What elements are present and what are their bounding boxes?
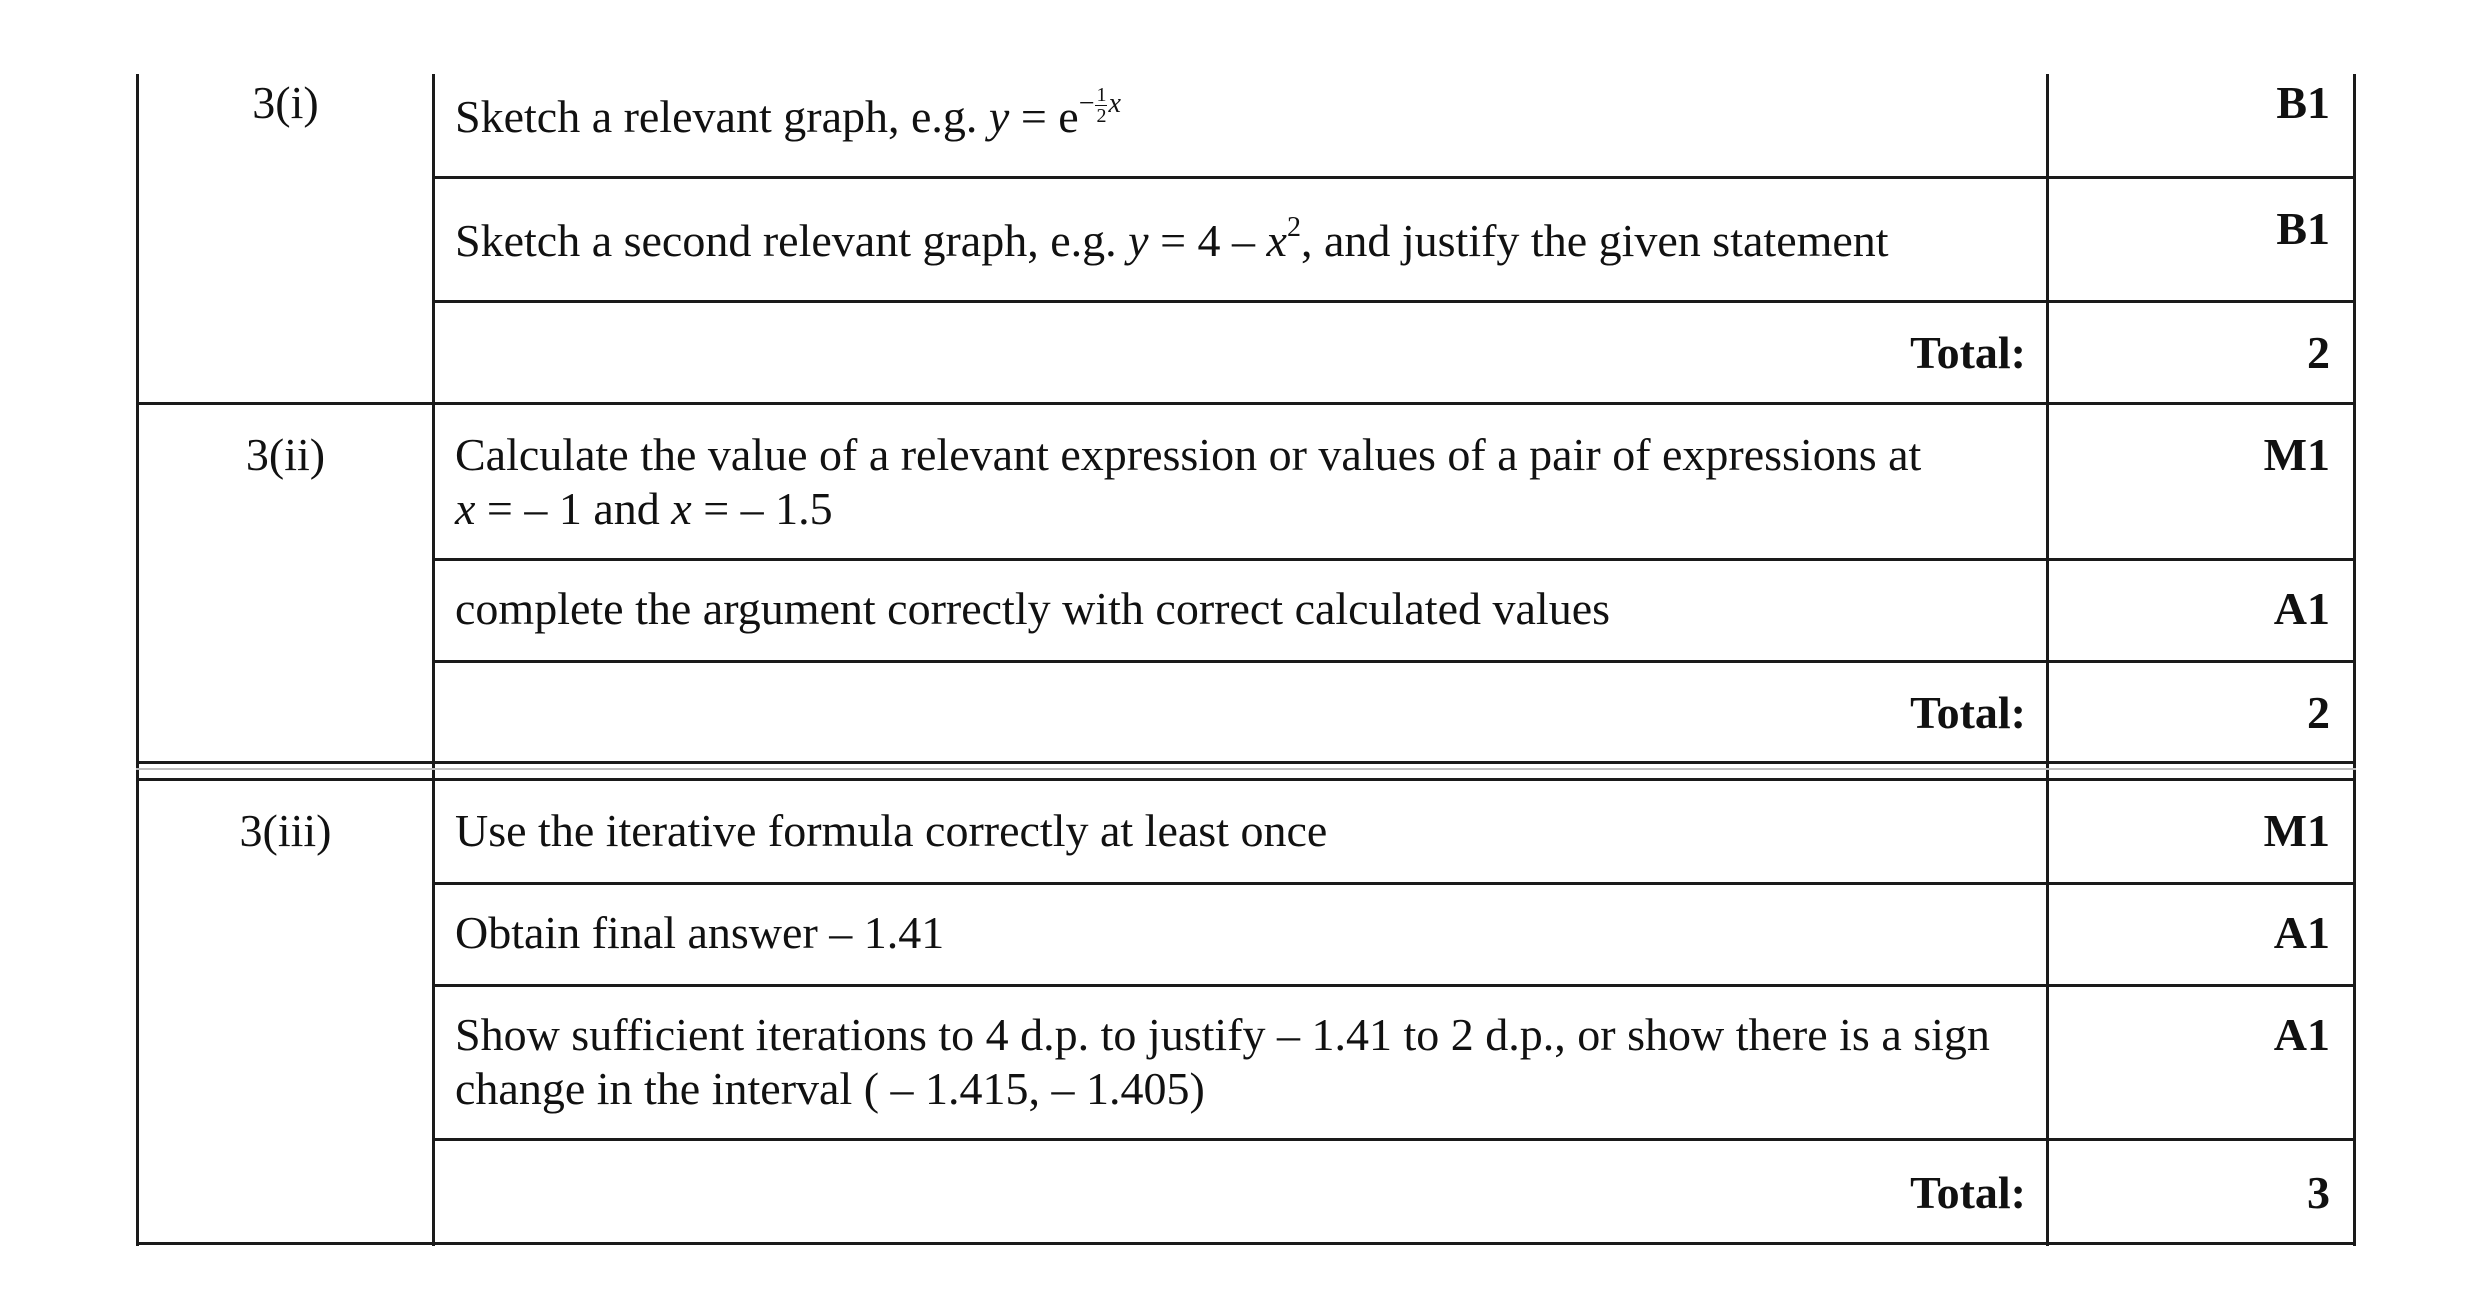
total-label: Total: [1910,327,2026,378]
border-left [136,74,139,1246]
criterion-text-line2: change in the interval ( – 1.415, – 1.405) [455,1063,1205,1114]
question-number: 3(iii) [239,805,332,856]
total-value: 2 [2307,687,2330,738]
rule-3iii-row1 [432,882,2356,885]
rule-section-2b [136,778,2356,781]
mark-code: B1 [2276,77,2330,128]
criterion-text-main: Sketch a second relevant graph, e.g. [455,215,1129,266]
criterion-text-line2: x = – 1 and x = – 1.5 [455,483,833,534]
criterion-text: Sketch a second relevant graph, e.g. $y = 4 - x^2$, and justify the given statement [455,212,1889,266]
criterion-text-line1: Show sufficient iterations to 4 d.p. to justify – 1.41 to 2 d.p., or show there is a sign [455,1009,1990,1060]
rule-3ii-row1 [432,558,2356,561]
mark-code: B1 [2276,203,2330,254]
rule-section-2-gray [136,768,2356,770]
rule-bottom [136,1242,2356,1245]
criterion-text-main: Sketch a relevant graph, e.g. [455,91,989,142]
mark-code: A1 [2273,583,2330,634]
criterion-text-line1: Calculate the value of a relevant expression or values of a pair of expressions at [455,429,1922,480]
total-value: 2 [2307,327,2330,378]
rule-3iii-row3 [432,1138,2356,1141]
rule-section-2a [136,761,2356,764]
rule-3ii-row2 [432,660,2356,663]
criterion-text: Use the iterative formula correctly at least once [455,805,1328,856]
mark-code: M1 [2263,429,2330,480]
total-label: Total: [1910,687,2026,738]
exponent: − $\frac{1}{2}$ x [1078,84,1121,128]
question-number: 3(ii) [245,429,326,480]
criterion-text: complete the argument correctly with correct calculated values [455,583,1611,634]
rule-3iii-row2 [432,984,2356,987]
mark-code: A1 [2273,1009,2330,1060]
rule-3i-row2 [432,300,2356,303]
equation: y [988,91,1010,142]
total-value: 3 [2307,1167,2330,1218]
rule-3i-row1 [432,176,2356,179]
mark-code: M1 [2263,805,2330,856]
mark-code: A1 [2273,907,2330,958]
criterion-text: Obtain final answer – 1.41 [455,907,945,958]
criterion-text-tail: , and justify the given statement [1300,215,1889,266]
question-number: 3(i) [252,77,319,128]
criterion-text: Sketch a relevant graph, e.g. y = e− $\frac{1}{2}$ x [455,90,1121,151]
total-label: Total: [1910,1167,2026,1218]
rule-section-1 [136,402,2356,405]
